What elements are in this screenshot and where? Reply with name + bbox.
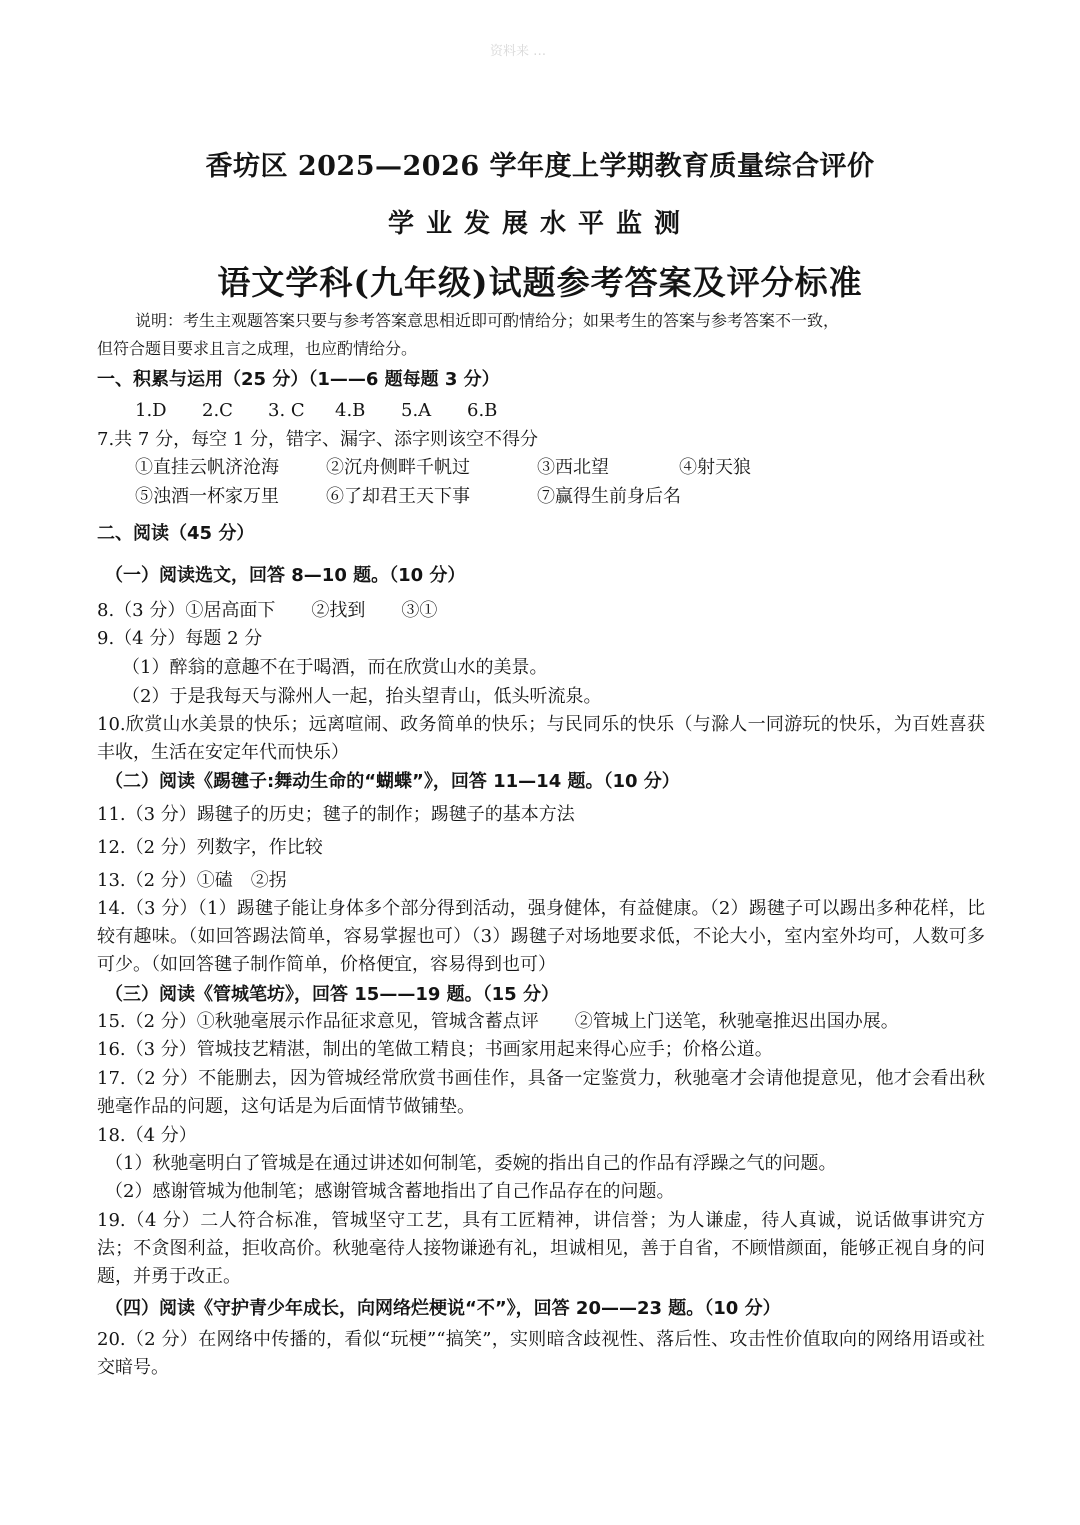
q9-item-2: （2）于是我每天与滁州人一起，抬头望青山，低头听流泉。 [122, 686, 602, 707]
choice-3: 3. C [268, 400, 305, 421]
choice-4: 4.B [335, 400, 366, 421]
choice-2: 2.C [202, 400, 233, 421]
part2-heading: （二）阅读《踢毽子:舞动生命的“蝴蝶”》，回答 11—14 题。（10 分） [105, 771, 680, 792]
note-line-1: 说明：考生主观题答案只要与参考答案意思相近即可酌情给分；如果考生的答案与参考答案不一致， [135, 311, 840, 330]
q18-item-2: （2）感谢管城为他制笔；感谢管城含蓄地指出了自己作品存在的问题。 [105, 1181, 675, 1202]
q7-item-2: ②沉舟侧畔千帆过 [326, 457, 470, 478]
watermark-text: 资料来 … [490, 44, 547, 59]
q8-answer: 8.（3 分）①居高面下 ②找到 ③① [97, 600, 438, 621]
q7-item-3: ③西北望 [537, 457, 609, 478]
title-line-3: 语文学科(九年级)试题参考答案及评分标准 [217, 263, 863, 302]
choice-5: 5.A [401, 400, 432, 421]
q16-answer: 16.（3 分）管城技艺精湛，制出的笔做工精良；书画家用起来得心应手；价格公道。 [97, 1039, 773, 1060]
part1-heading: （一）阅读选文，回答 8—10 题。（10 分） [105, 565, 466, 586]
q9-answer: 9.（4 分）每题 2 分 [97, 628, 263, 649]
title-line-1: 香坊区 2025—2026 学年度上学期教育质量综合评价 [205, 151, 875, 182]
q18-item-1: （1）秋驰毫明白了管城是在通过讲述如何制笔，委婉的指出自己的作品有浮躁之气的问题。 [105, 1153, 837, 1174]
q7-item-7: ⑦赢得生前身后名 [537, 486, 681, 507]
q7-item-1: ①直挂云帆济沧海 [135, 457, 279, 478]
q17-answer: 17.（2 分）不能删去，因为管城经常欣赏书画佳作，具备一定鉴赏力，秋驰毫才会请他提意见，他才会看出秋驰毫作品的问题，这句话是为后面情节做铺垫。 [97, 1068, 985, 1117]
q20-answer: 20.（2 分）在网络中传播的，看似“玩梗”“搞笑”，实则暗含歧视性、落后性、攻击性价值取向的网络用语或社交暗号。 [97, 1329, 985, 1378]
q11-answer: 11.（3 分）踢毽子的历史；毽子的制作；踢毽子的基本方法 [97, 804, 575, 825]
choice-1: 1.D [135, 400, 167, 421]
section2-heading: 二、阅读（45 分） [97, 523, 255, 544]
part3-heading: （三）阅读《管城笔坊》，回答 15——19 题。（15 分） [105, 984, 559, 1005]
q18-answer: 18.（4 分） [97, 1125, 197, 1146]
q10-answer: 10.欣赏山水美景的快乐；远离喧闹、政务简单的快乐；与民同乐的快乐（与滁人一同游玩的快乐，为百姓喜获丰收，生活在安定年代而快乐） [97, 714, 985, 763]
q13-answer: 13.（2 分）①磕 ②拐 [97, 870, 287, 891]
q15-answer: 15.（2 分）①秋驰毫展示作品征求意见，管城含蓄点评 ②管城上门送笔，秋驰毫推迟出国办展。 [97, 1011, 899, 1032]
q14-answer: 14.（3 分）（1）踢毽子能让身体多个部分得到活动，强身健体，有益健康。（2）踢毽子可以踢出多种花样，比较有趣味。（如回答踢法简单，容易掌握也可）（3）踢毽子对场地要求低，不论大小，室内室外均可，人数可多可少。（如回答毽子制作简单，价格便宜，容易得到也可） [97, 898, 985, 975]
q19-answer: 19.（4 分）二人符合标准，管城坚守工艺，具有工匠精神，讲信誉；为人谦虚，待人真诚，说话做事讲究方法；不贪图利益，拒收高价。秋驰毫待人接物谦逊有礼，坦诚相见，善于自省，不顾惜颜面，能够正视自身的问题，并勇于改正。 [97, 1210, 985, 1287]
section1-heading: 一、积累与运用（25 分）（1——6 题每题 3 分） [97, 369, 500, 390]
q12-answer: 12.（2 分）列数字，作比较 [97, 837, 323, 858]
q7-item-6: ⑥了却君王天下事 [326, 486, 470, 507]
choice-6: 6.B [467, 400, 498, 421]
q9-item-1: （1）醉翁的意趣不在于喝酒，而在欣赏山水的美景。 [122, 657, 548, 678]
note-line-2: 但符合题目要求且言之成理，也应酌情给分。 [97, 339, 418, 358]
q7-item-5: ⑤浊酒一杯家万里 [135, 486, 279, 507]
q7-instruction: 7.共 7 分，每空 1 分，错字、漏字、添字则该空不得分 [97, 429, 538, 450]
q7-item-4: ④射天狼 [679, 457, 751, 478]
title-line-2: 学业发展水平监测 [387, 209, 692, 239]
part4-heading: （四）阅读《守护青少年成长，向网络烂梗说“不”》，回答 20——23 题。（10 分） [105, 1298, 781, 1319]
